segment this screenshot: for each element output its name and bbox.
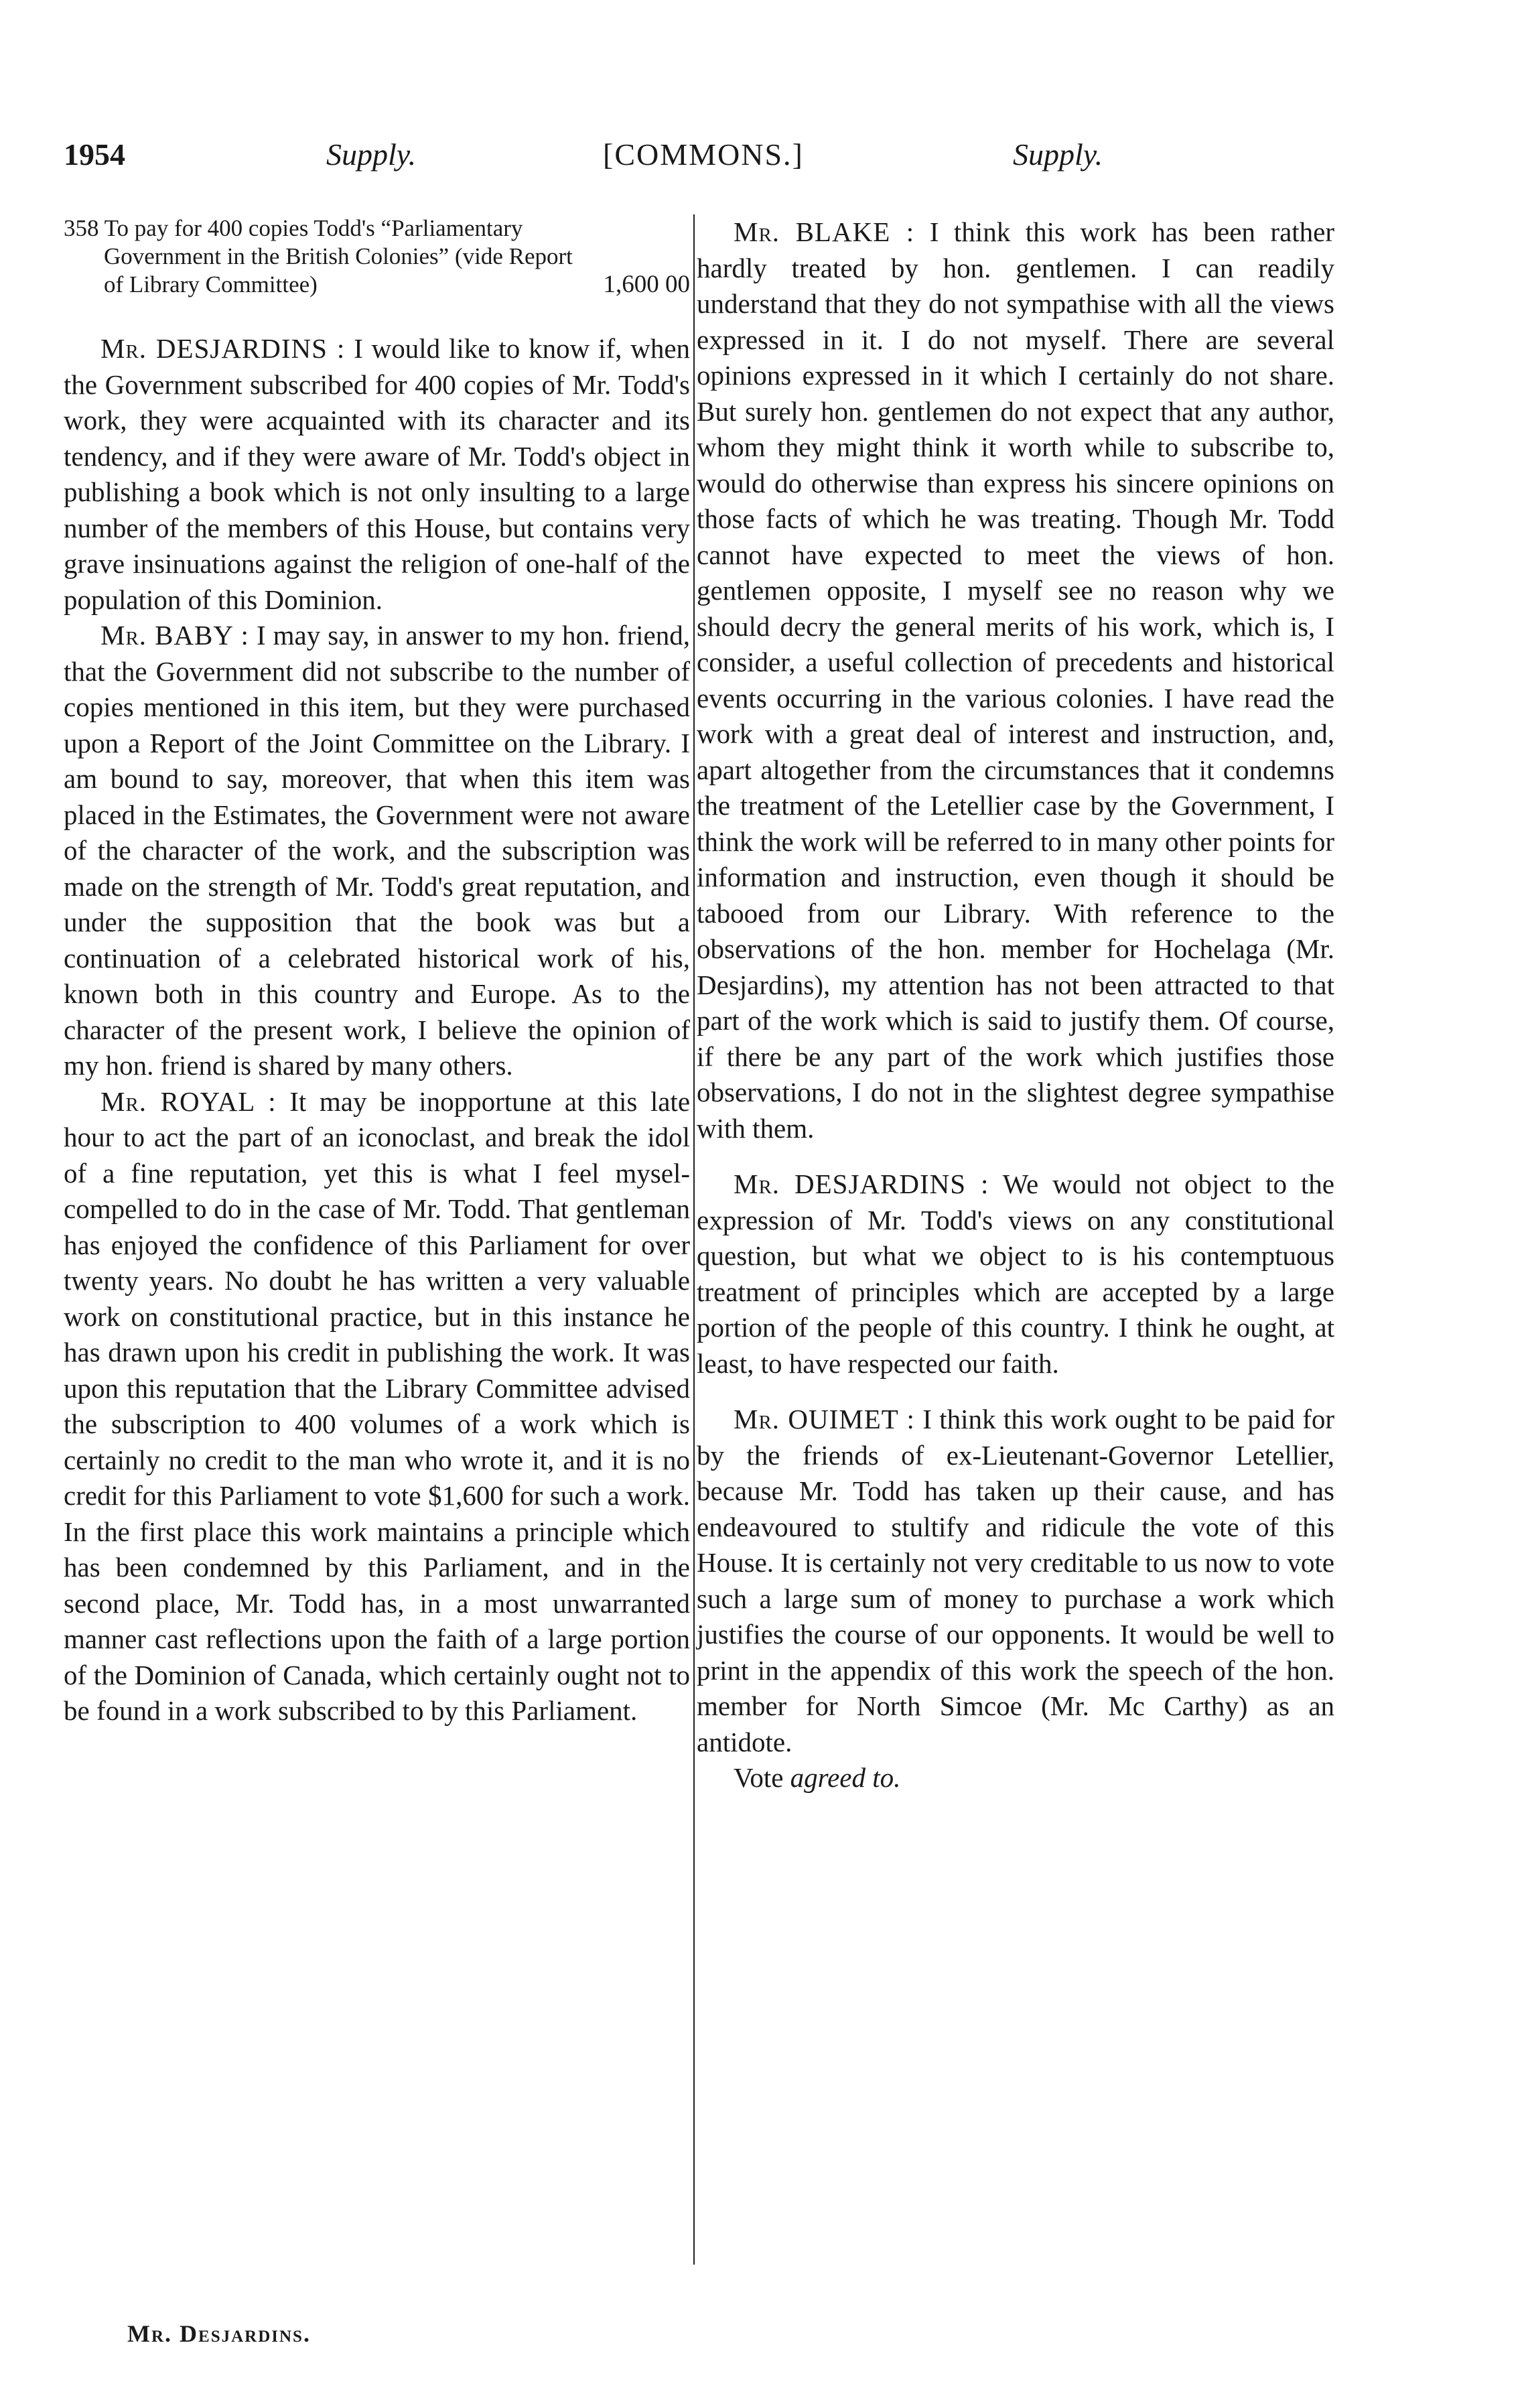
- estimate-item: [64, 214, 690, 299]
- speaker-name: Mr. BABY :: [100, 620, 249, 651]
- column-divider: [693, 214, 695, 2265]
- catchword: Mr. Desjardins.: [127, 2320, 311, 2347]
- speaker-name: Mr. ROYAL :: [100, 1085, 277, 1117]
- left-column: [64, 214, 690, 1729]
- speech-text: I think this work has been rather hardly treated by hon. gentlemen. I can readily understand that they do not sympathise with all the views expressed in it. I do not myself. There are several opinions expressed in it which I certainly do not share. But surely hon. gentlemen do not expect that any author, whom they might think it worth while to subscribe to, would do otherwise than express his sincere opinions on those facts of which he was treating. Though Mr. Todd cannot have expected to meet the views of hon. gentlemen opposite, I myself see no reason why we should decry the general merits of his work, which is, I consider, a useful collection of precedents and historical events occurring in the various colonies. I have read the work with a great deal of interest and instruction, and, apart altogether from the circumstances that it condemns the treatment of the Letellier case by the Government, I think the work will be referred to in many other points for information and instruction, even though it should be tabooed from our Library. With reference to the observations of the hon. member for Hochelaga (Mr. Desjardins), my attention has not been attracted to that part of the work which is said to justify them. Of course, if there be any part of the work which justifies those observations, I do not in the slightest degree sympathise with them.: [697, 216, 1335, 1144]
- running-title-center: [COMMONS.]: [603, 137, 804, 172]
- speaker-name: Mr. BLAKE :: [734, 216, 915, 247]
- running-title-right: Supply.: [1013, 137, 1103, 172]
- right-column: [697, 214, 1334, 1796]
- speech-text: I think this work ought to be paid for by the friends of ex-Lieutenant-Governor Letellier, because Mr. Todd has taken up their cause, and has endeavoured to stultify and ridicule the vote of this House. It is certainly not very creditable to us now to vote such a large sum of money to purchase a work which justifies the course of our opponents. It would be well to print in the appendix of this work the speech of the hon. member for North Simcoe (Mr. Mc Carthy) as an antidote.: [697, 1404, 1334, 1757]
- vote-label: Vote: [734, 1762, 784, 1793]
- estimate-item-text: 358 To pay for 400 copies Todd's “Parliamentary Government in the British Colonies” (vide Report of Library Committee): [64, 215, 573, 297]
- speech-paragraph: [64, 331, 690, 618]
- speech-text: We would not object to the expression of Mr. Todd's views on any constitutional question, but what we object to is his contemptuous treatment of principles which are accepted by a large portion of the people of this country. I think he ought, at least, to have respected our faith.: [697, 1168, 1334, 1379]
- vote-result: [697, 1760, 1334, 1796]
- speaker-name: Mr. OUIMET :: [734, 1404, 915, 1434]
- speech-paragraph: [64, 618, 690, 1084]
- estimate-item-amount: 1,600 00: [603, 271, 690, 298]
- page-number: 1954: [64, 137, 125, 172]
- speech-paragraph: [697, 214, 1334, 1146]
- running-title-left: Supply.: [326, 137, 417, 172]
- speech-paragraph: [697, 1166, 1334, 1382]
- speech-paragraph: [697, 1402, 1334, 1760]
- speech-text: I would like to know if, when the Government subscribed for 400 copies of Mr. Todd's work, they were acquainted with its character and its tendency, and if they were aware of Mr. Todd's object in publishing a book which is not only insulting to a large number of the members of this House, but contains very grave insinuations against the religion of one-half of the population of this Dominion.: [64, 333, 691, 615]
- speech-text: It may be inopportune at this late hour to act the part of an iconoclast, and break the idol of a fine reputation, yet this is what I feel mysel- compelled to do in the case of Mr. Todd. That gentleman has enjoyed the confidence of this Parliament for over twenty years. No doubt he has written a very valuable work on constitutional practice, but in this instance he has drawn upon his credit in publishing the work. It was upon this reputation that the Library Committee advised the subscription to 400 volumes of a work which is certainly no credit to the man who wrote it, and it is no credit for this Parliament to vote $1,600 for such a work. In the first place this work maintains a principle which has been condemned by this Parliament, and in the second place, Mr. Todd has, in a most unwarranted manner cast reflections upon the faith of a large portion of the Dominion of Canada, which certainly ought not to be found in a work subscribed to by this Parliament.: [64, 1085, 691, 1726]
- vote-outcome: agreed to.: [790, 1762, 901, 1793]
- speech-paragraph: [64, 1084, 690, 1729]
- speaker-name: Mr. DESJARDINS :: [734, 1168, 989, 1199]
- speaker-name: Mr. DESJARDINS :: [100, 333, 346, 364]
- speech-text: I may say, in answer to my hon. friend, that the Government did not subscribe to the number of copies mentioned in this item, but they were purchased upon a Report of the Joint Committee on the Library. I am bound to say, moreover, that when this item was placed in the Estimates, the Government were not aware of the character of the work, and the subscription was made on the strength of Mr. Todd's great reputation, and under the supposition that the book was but a continuation of a celebrated historical work of his, known both in this country and Europe. As to the character of the present work, I believe the opinion of my hon. friend is shared by many others.: [64, 620, 690, 1081]
